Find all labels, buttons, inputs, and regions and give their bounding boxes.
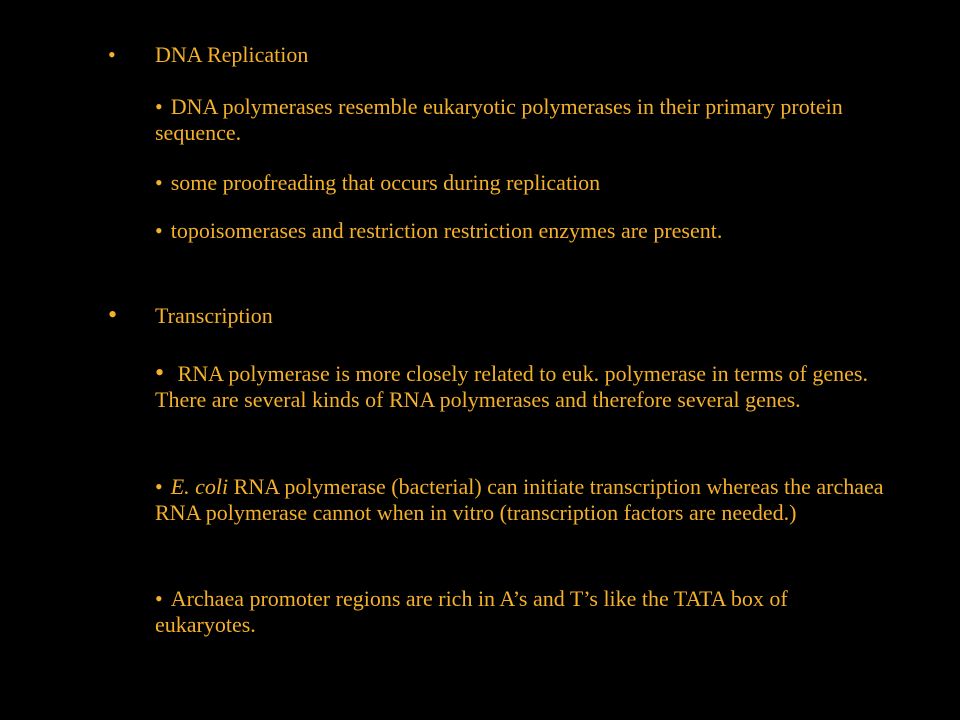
bullet-icon: • bbox=[155, 358, 165, 387]
dna-item-1-text: DNA polymerases resemble eukaryotic polymerases in their primary protein sequence. bbox=[155, 94, 843, 145]
transcription-item-3 bbox=[155, 586, 885, 638]
dna-replication-title: DNA Replication bbox=[155, 42, 309, 67]
transcription-item-1 bbox=[155, 360, 885, 413]
transcription-item-2-text: RNA polymerase (bacterial) can initiate transcription whereas the archaea RNA polymerase cannot when in vitro (transcription factors are needed.) bbox=[155, 474, 884, 525]
ecoli-italic: E. coli bbox=[170, 474, 229, 499]
bullet-icon: • bbox=[155, 94, 163, 119]
dna-item-2-text: some proofreading that occurs during replication bbox=[170, 170, 601, 195]
bullet-icon: • bbox=[155, 586, 163, 611]
dna-replication-heading bbox=[108, 42, 308, 68]
bullet-icon: • bbox=[155, 474, 163, 499]
dna-item-1 bbox=[155, 94, 885, 146]
bullet-icon: • bbox=[155, 218, 163, 243]
dna-item-2 bbox=[155, 170, 885, 196]
bullet-icon: • bbox=[108, 300, 118, 329]
dna-item-3 bbox=[155, 218, 885, 244]
transcription-heading bbox=[108, 302, 273, 329]
bullet-icon: • bbox=[155, 170, 163, 195]
transcription-item-3-text: Archaea promoter regions are rich in A’s and T’s like the TATA box of eukaryotes. bbox=[155, 586, 788, 637]
transcription-title: Transcription bbox=[155, 303, 273, 328]
transcription-item-1-text: RNA polymerase is more closely related to euk. polymerase in terms of genes. There are several kinds of RNA polymerases and therefore several genes. bbox=[155, 361, 868, 412]
transcription-item-2 bbox=[155, 474, 885, 526]
dna-item-3-text: topoisomerases and restriction restriction enzymes are present. bbox=[170, 218, 723, 243]
bullet-icon: • bbox=[108, 42, 116, 67]
